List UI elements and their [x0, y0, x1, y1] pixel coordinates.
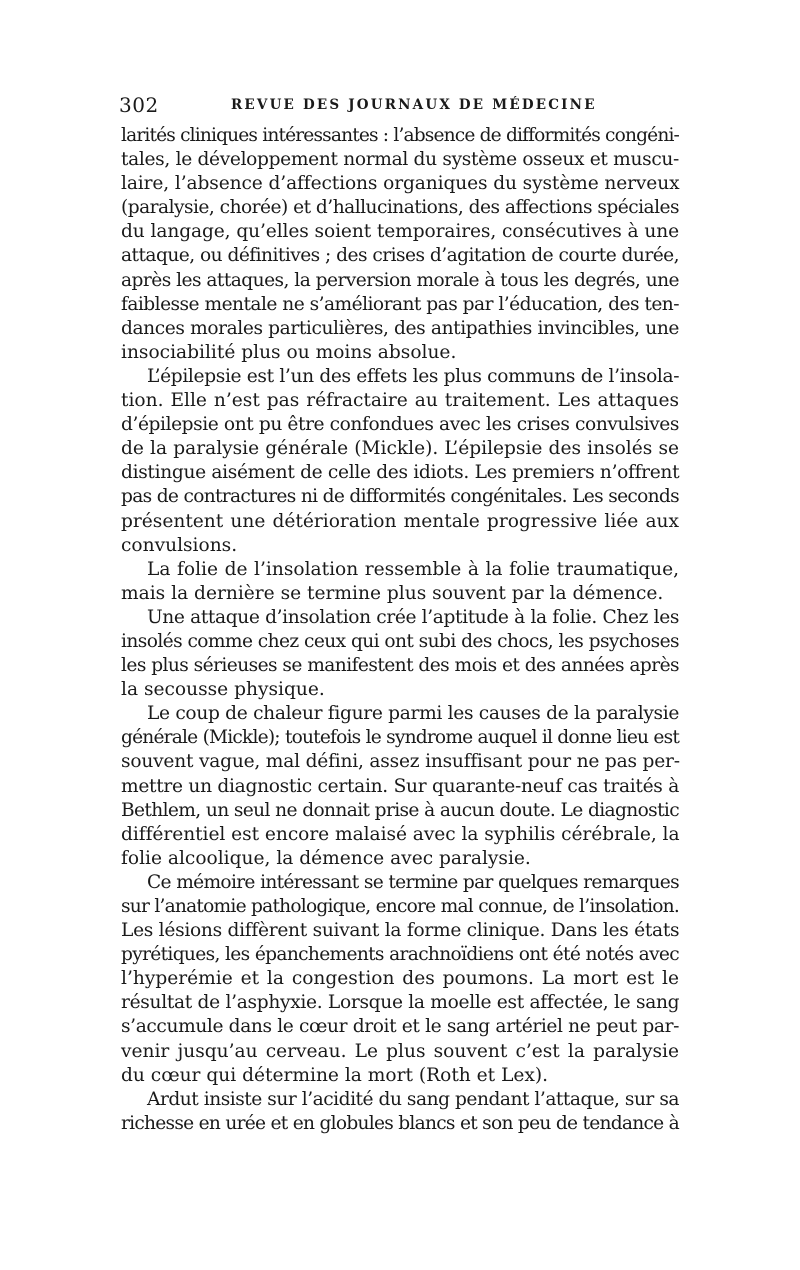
text-line: larités cliniques intéressantes : l’absence de difformités congéni- — [121, 125, 679, 146]
text-line: laire, l’absence d’affections organiques du système nerveux — [121, 173, 680, 195]
text-line: du cœur qui détermine la mort (Roth et Lex). — [121, 1064, 549, 1086]
text-line: s’accumule dans le cœur droit et le sang artériel ne peut par- — [121, 1016, 679, 1038]
text-line: souvent vague, mal défini, assez insuffisant pour ne pas per- — [121, 751, 680, 773]
text-line: Une attaque d’insolation crée l’aptitude à la folie. Chez les — [147, 606, 679, 628]
text-line: richesse en urée et en globules blancs et son peu de tendance à — [121, 1112, 679, 1134]
text-line: les plus sérieuses se manifestent des mois et des années après — [121, 655, 679, 677]
body-text — [121, 124, 679, 1136]
text-line: Le coup de chaleur figure parmi les causes de la paralysie — [147, 703, 680, 725]
text-line: L’épilepsie est l’un des effets les plus communs de l’insola- — [147, 365, 680, 387]
paragraph-5 — [121, 702, 679, 871]
running-title: REVUE DES JOURNAUX DE MÉDECINE — [231, 97, 597, 113]
text-line: tion. Elle n’est pas réfractaire au traitement. Les attaques — [121, 390, 679, 412]
text-line: attaque, ou définitives ; des crises d’agitation de courte durée, — [121, 245, 679, 267]
text-line: mais la dernière se termine plus souvent par la démence. — [121, 582, 664, 604]
text-line: du langage, qu’elles soient temporaires, consécutives à une — [121, 221, 679, 243]
text-line: folie alcoolique, la démence avec paralysie. — [121, 847, 531, 869]
text-line: tales, le développement normal du système osseux et muscu- — [121, 149, 679, 171]
paragraph-3 — [121, 558, 679, 606]
text-line: insolés comme chez ceux qui ont subi des chocs, les psychoses — [121, 630, 679, 652]
text-line: sur l’anatomie pathologique, encore mal connue, de l’insolation. — [121, 896, 679, 917]
text-line: (paralysie, chorée) et d’hallucinations, des affections spéciales — [121, 197, 680, 219]
page-number: 302 — [119, 93, 159, 117]
paragraph-1 — [121, 124, 679, 365]
paragraph-6 — [121, 871, 679, 1088]
text-line: pas de contractures ni de difformités congénitales. Les seconds — [121, 486, 679, 508]
text-line: générale (Mickle); toutefois le syndrome auquel il donne lieu est — [121, 727, 679, 749]
text-line: Bethlem, un seul ne donnait prise à aucun doute. Le diagnostic — [121, 799, 679, 821]
text-line: différentiel est encore malaisé avec la syphilis cérébrale, la — [121, 823, 680, 845]
text-line: de la paralysie générale (Mickle). L’épilepsie des insolés se — [121, 438, 679, 460]
text-line: La folie de l’insolation ressemble à la folie traumatique, — [147, 558, 679, 580]
paragraph-2 — [121, 365, 679, 558]
text-line: présentent une détérioration mentale progressive liée aux — [121, 510, 679, 532]
text-line: la secousse physique. — [121, 679, 325, 701]
text-line: insociabilité plus ou moins absolue. — [121, 341, 457, 363]
text-line: l’hyperémie et la congestion des poumons. La mort est le — [121, 968, 679, 990]
text-line: Les lésions diffèrent suivant la forme clinique. Dans les états — [121, 920, 680, 942]
text-line: convulsions. — [121, 534, 238, 556]
text-line: d’épilepsie ont pu être confondues avec les crises convulsives — [121, 414, 679, 436]
text-line: venir jusqu’au cerveau. Le plus souvent c’est la paralysie — [121, 1040, 679, 1062]
text-line: Ardut insiste sur l’acidité du sang pendant l’attaque, sur sa — [147, 1088, 679, 1110]
paragraph-4 — [121, 606, 679, 702]
text-line: après les attaques, la perversion morale à tous les degrés, une — [121, 269, 679, 291]
text-line: Ce mémoire intéressant se termine par quelques remarques — [147, 871, 679, 893]
page-header — [119, 93, 681, 117]
paragraph-7 — [121, 1088, 679, 1136]
text-line: résultat de l’asphyxie. Lorsque la moelle est affectée, le sang — [121, 992, 680, 1014]
text-line: distingue aisément de celle des idiots. Les premiers n’offrent — [121, 462, 680, 484]
text-line: mettre un diagnostic certain. Sur quarante-neuf cas traités à — [121, 775, 679, 797]
text-line: faiblesse mentale ne s’améliorant pas par l’éducation, des ten- — [121, 293, 679, 315]
text-line: dances morales particulières, des antipathies invincibles, une — [121, 317, 679, 339]
text-line: pyrétiques, les épanchements arachnoïdiens ont été notés avec — [121, 944, 679, 966]
